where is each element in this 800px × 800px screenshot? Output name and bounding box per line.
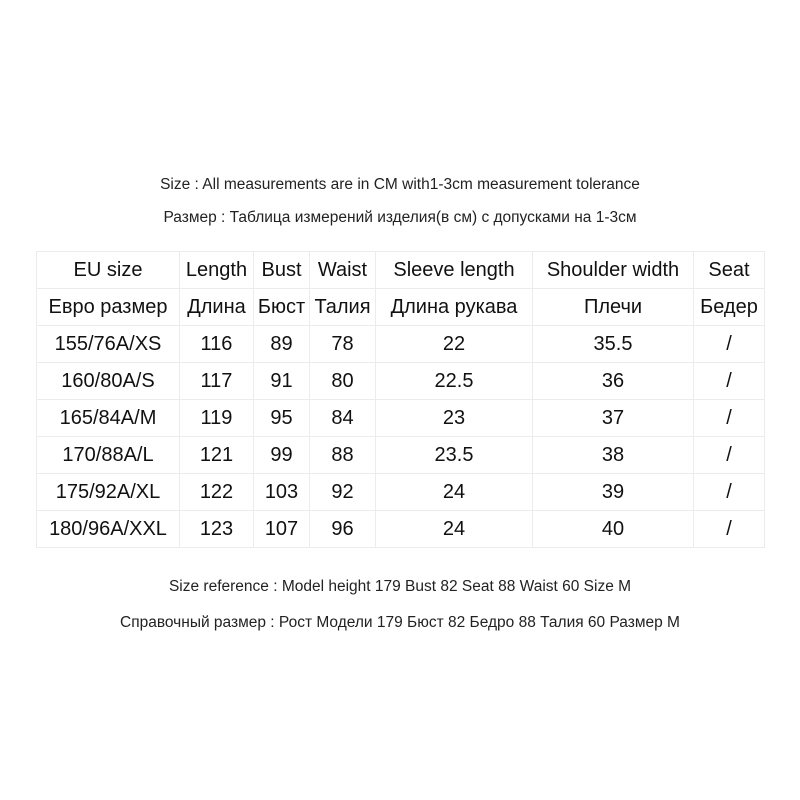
table-cell: 22.5 <box>376 363 533 400</box>
measurement-note-ru: Размер : Таблица измерений изделия(в см) с допусками на 1-3см <box>163 209 637 226</box>
header-cell: Длина рукава <box>376 289 533 326</box>
table-cell: 23.5 <box>376 437 533 474</box>
table-cell: 23 <box>376 400 533 437</box>
table-cell: 39 <box>533 474 694 511</box>
table-cell: 38 <box>533 437 694 474</box>
table-cell: / <box>694 400 765 437</box>
header-cell: Длина <box>180 289 254 326</box>
header-cell: Sleeve length <box>376 252 533 289</box>
header-cell: Талия <box>310 289 376 326</box>
table-cell: / <box>694 363 765 400</box>
size-chart-table <box>36 251 765 548</box>
header-cell: Евро размер <box>37 289 180 326</box>
table-cell: 88 <box>310 437 376 474</box>
measurement-note-en: Size : All measurements are in CM with1-3cm measurement tolerance <box>160 176 640 193</box>
table-cell: 24 <box>376 511 533 548</box>
header-cell: EU size <box>37 252 180 289</box>
header-row-en <box>37 252 765 289</box>
model-reference-ru: Справочный размер : Рост Модели 179 Бюст 82 Бедро 88 Талия 60 Размер M <box>120 614 680 631</box>
table-cell: 95 <box>254 400 310 437</box>
table-cell: 180/96A/XXL <box>37 511 180 548</box>
header-cell: Bust <box>254 252 310 289</box>
table-cell: 107 <box>254 511 310 548</box>
header-cell: Waist <box>310 252 376 289</box>
table-cell: 119 <box>180 400 254 437</box>
table-cell: / <box>694 326 765 363</box>
table-cell: 36 <box>533 363 694 400</box>
table-cell: 91 <box>254 363 310 400</box>
header-cell: Seat <box>694 252 765 289</box>
table-cell: / <box>694 437 765 474</box>
table-cell: / <box>694 474 765 511</box>
table-cell: 89 <box>254 326 310 363</box>
table-cell: 22 <box>376 326 533 363</box>
table-cell: 24 <box>376 474 533 511</box>
table-row <box>37 474 765 511</box>
table-cell: 35.5 <box>533 326 694 363</box>
table-row <box>37 437 765 474</box>
table-cell: 122 <box>180 474 254 511</box>
header-cell: Shoulder width <box>533 252 694 289</box>
table-cell: 80 <box>310 363 376 400</box>
table-cell: 40 <box>533 511 694 548</box>
header-cell: Бюст <box>254 289 310 326</box>
table-cell: 116 <box>180 326 254 363</box>
header-cell: Length <box>180 252 254 289</box>
table-cell: 155/76A/XS <box>37 326 180 363</box>
table-cell: 84 <box>310 400 376 437</box>
table-cell: 117 <box>180 363 254 400</box>
table-row <box>37 326 765 363</box>
table-cell: 96 <box>310 511 376 548</box>
header-cell: Бедер <box>694 289 765 326</box>
table-row <box>37 511 765 548</box>
table-cell: 103 <box>254 474 310 511</box>
table-cell: 123 <box>180 511 254 548</box>
model-reference-en: Size reference : Model height 179 Bust 82 Seat 88 Waist 60 Size M <box>168 578 632 595</box>
table-cell: 99 <box>254 437 310 474</box>
table-cell: 121 <box>180 437 254 474</box>
table-row <box>37 400 765 437</box>
table-cell: 175/92A/XL <box>37 474 180 511</box>
table-cell: / <box>694 511 765 548</box>
header-cell: Плечи <box>533 289 694 326</box>
table-cell: 78 <box>310 326 376 363</box>
table-row <box>37 363 765 400</box>
table-cell: 92 <box>310 474 376 511</box>
header-row-ru <box>37 289 765 326</box>
table-cell: 170/88A/L <box>37 437 180 474</box>
table-cell: 37 <box>533 400 694 437</box>
table-cell: 160/80A/S <box>37 363 180 400</box>
table-cell: 165/84A/M <box>37 400 180 437</box>
